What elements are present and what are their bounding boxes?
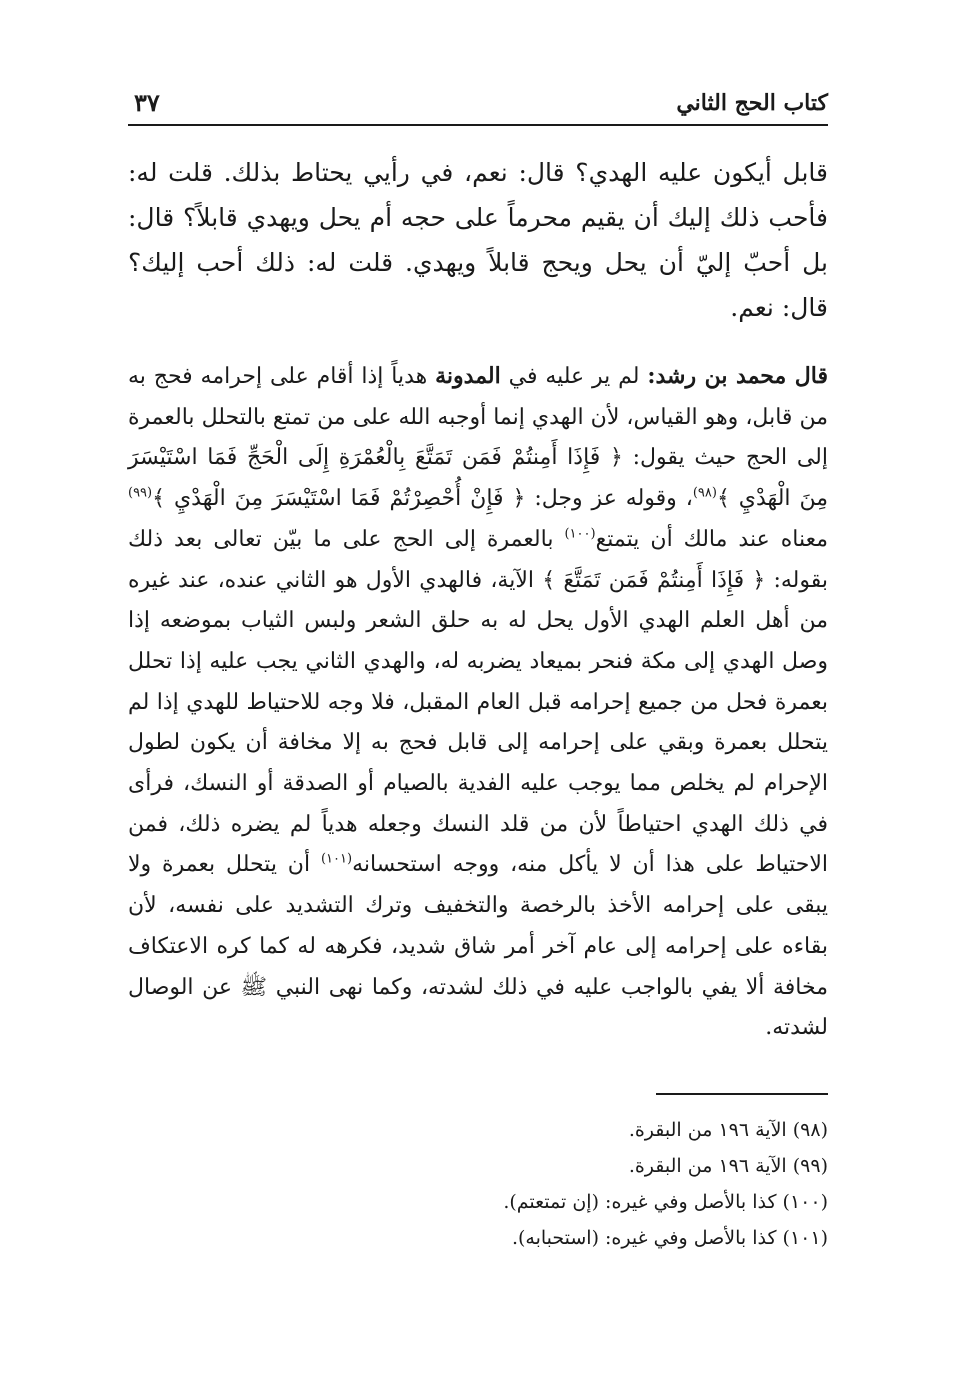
footnote-divider [656, 1093, 828, 1095]
footnote-marker: (١٠٠) [564, 526, 596, 542]
page-number: ٣٧ [134, 88, 160, 117]
text-segment: أن يتحلل بعمرة ولا يبقى على إحرامه الأخذ بالرخصة والتخفيف وترك التشديد على نفسه، لأن بقاءه على إحرامه إلى عام آخر أمر شاق شديد، فكرهه له كما كره الاعتكاف مخافة ألا يفي بالواجب عليه في ذلك لشدته، وكما نهى النبي ﷺ عن الوصال لشدته. [128, 852, 828, 1041]
paragraph-question-answer: قابل أيكون عليه الهدي؟ قال: نعم، في رأيي يحتاط بذلك. قلت له: فأحب ذلك إليك أن يقيم محرماً على حجه أم يحل ويهدي قابلاً؟ قال: بل أحبّ إليّ أن يحل ويحج قابلاً ويهدي. قلت له: ذلك أحب إليك؟ قال: نعم. [128, 158, 828, 322]
footnotes-list [128, 1112, 828, 1256]
commentator-name: قال محمد بن رشد: [647, 363, 829, 389]
page-header [128, 84, 828, 126]
text-segment: بالعمرة إلى الحج على ما بيّن تعالى بعد ذلك بقوله: ﴿ فَإِذَا أَمِنتُمْ فَمَن تَمَتَّعَ ﴾ الآية، فالهدي الأول هو الثاني عنده، عند غيره من أهل العلم الهدي الأول يحل له به حلق الشعر ولبس الثياب بموضعه إذا وصل الهدي إلى مكة فنحر بميعاد يضربه له، والهدي الثاني يجب عليه إذا تحلل بعمرة فحل من جميع إحرامه قبل العام المقبل، فلا وجه للاحتياط للهدي إذا لم يتحلل بعمرة وبقي على إحرامه إلى قابل فحج به إلا مخافة أن يكون لطول الإحرام لم يخلص مما يوجب عليه الفدية بالصيام أو الصدقة أو النسك، فرأى في ذلك الهدي احتياطاً لأن من قلد النسك وجعله هدياً لم يضره ذلك، فمن الاحتياط على هذا أن لا يأكل منه، ووجه استحسانه [128, 526, 828, 878]
main-text [128, 150, 828, 1049]
footnote-item: (١٠٠) كذا بالأصل وفي غيره: (إن تمتعتم). [503, 1191, 828, 1213]
footnote-marker: (١٠١) [320, 852, 353, 868]
paragraph-commentary [128, 356, 828, 1049]
text-segment: ، وقوله عز وجل: ﴿ فَإِنْ أُحْصِرْتُمْ فَمَا اسْتَيْسَرَ مِنَ الْهَدْيِ ﴾ [152, 486, 693, 512]
book-reference: المدونة [435, 363, 501, 389]
footnote-item: (١٠١) كذا بالأصل وفي غيره: (استحبابه). [511, 1227, 828, 1249]
footnote-marker: (٩٨) [692, 485, 717, 501]
footnote-item: (٩٨) الآية ١٩٦ من البقرة. [628, 1119, 828, 1141]
footnote-item: (٩٩) الآية ١٩٦ من البقرة. [628, 1155, 828, 1177]
text-segment: معناه عند مالك أن يتمتع [595, 526, 828, 552]
footnote-marker: (٩٩) [128, 485, 153, 501]
text-segment: هدياً إذا أقام على إحرامه فحج به من قابل، وهو القياس، لأن الهدي إنما أوجبه الله على من تمتع بالتحلل بالعمرة إلى الحج حيث يقول: ﴿ فَإِذَا أَمِنتُمْ فَمَن تَمَتَّعَ بِالْعُمْرَةِ إِلَى الْحَجِّ فَمَا اسْتَيْسَرَ مِنَ الْهَدْيِ ﴾ [128, 364, 828, 512]
text-segment: لم ير عليه في [500, 364, 648, 389]
running-title: كتاب الحج الثاني [676, 90, 828, 116]
